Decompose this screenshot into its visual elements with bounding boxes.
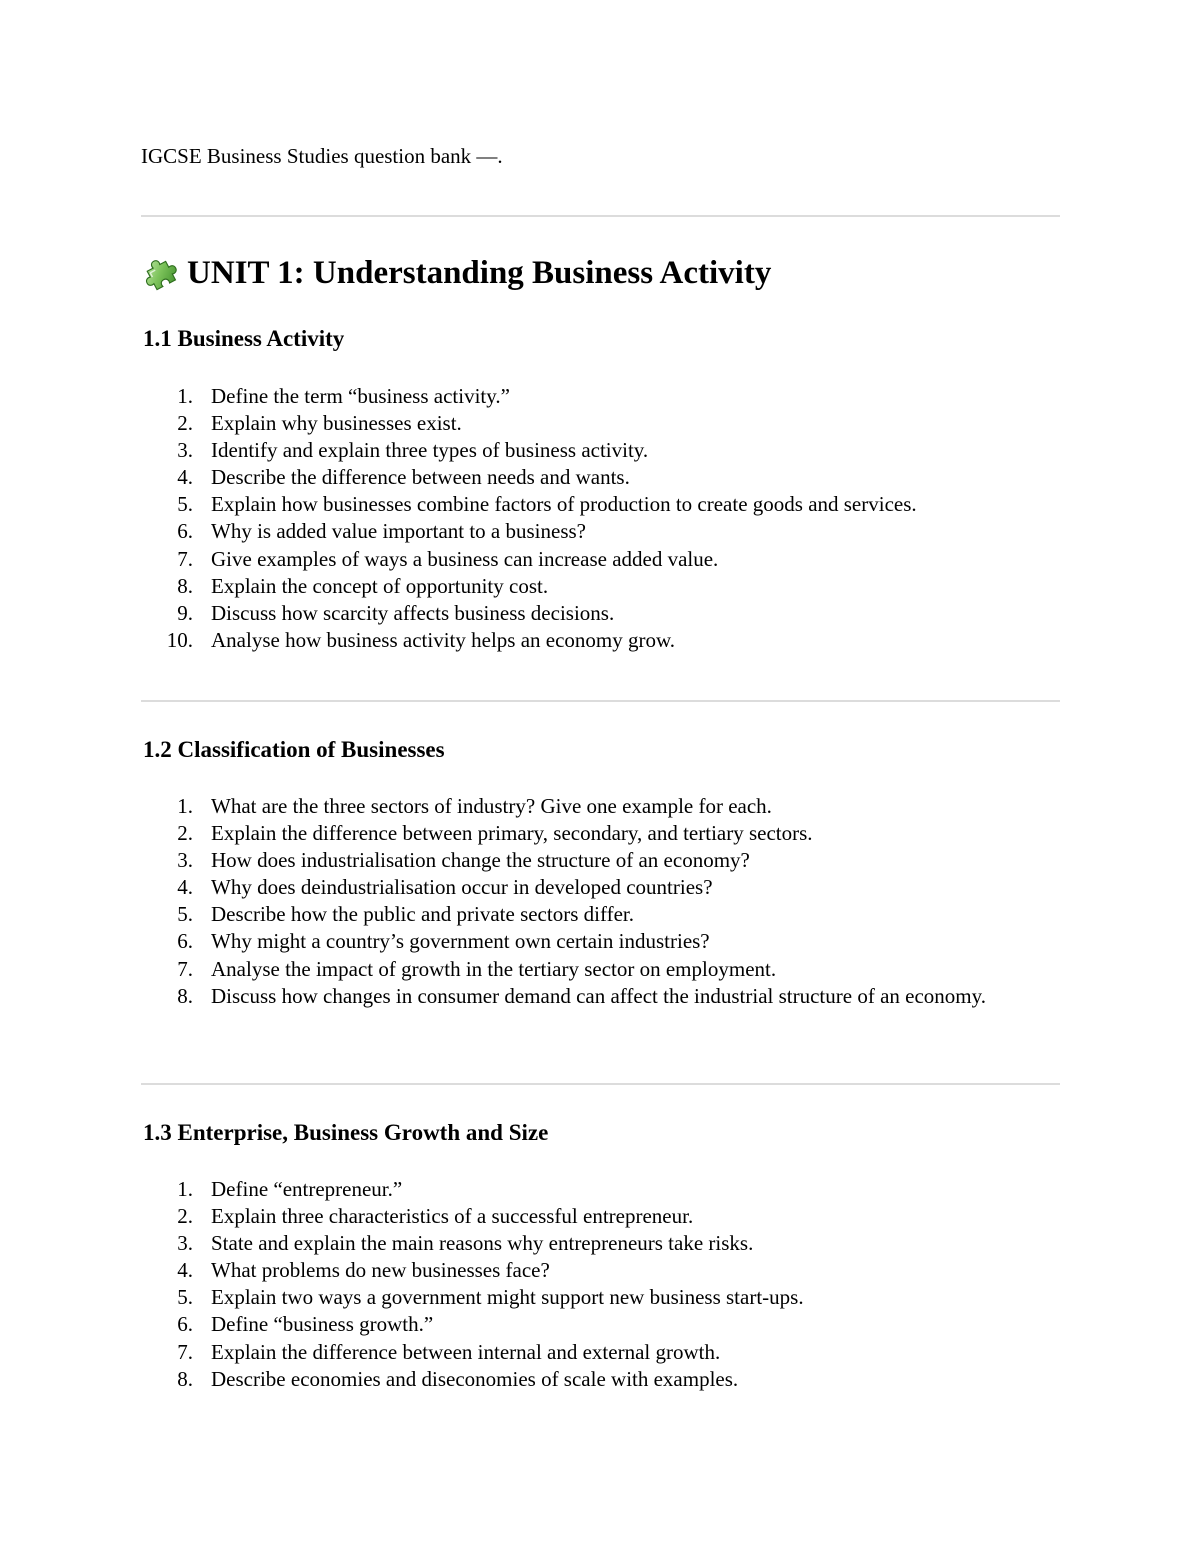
question-list [141,793,1041,1010]
list-item: 2. Explain why businesses exist. [177,411,462,436]
unit-title: UNIT 1: Understanding Business Activity [187,254,772,291]
list-item: 1. Define “entrepreneur.” [177,1177,403,1201]
list-item: 2. Explain the difference between primary, secondary, and tertiary sectors. [177,821,813,846]
list-item: 3. Identify and explain three types of business activity. [177,438,649,463]
list-item: 8. Discuss how changes in consumer demand can affect the industrial structure of an economy. [177,983,987,1008]
puzzle-piece-icon [141,254,179,292]
horizontal-rule [141,1083,1060,1085]
section-heading: 1.3 Enterprise, Business Growth and Size [143,1120,549,1145]
unit-heading [141,251,771,295]
list-item: 4. Describe the difference between needs and wants. [177,465,630,490]
list-item: 4. Why does deindustrialisation occur in developed countries? [177,875,713,900]
list-item: 5. Explain two ways a government might support new business start-ups. [177,1285,804,1310]
list-item: 7. Give examples of ways a business can increase added value. [177,546,719,571]
list-item: 1. Define the term “business activity.” [177,384,510,408]
horizontal-rule [141,215,1060,217]
list-item: 8. Explain the concept of opportunity cost. [177,573,549,598]
list-item: 5. Explain how businesses combine factors of production to create goods and services. [177,492,917,517]
list-item: 7. Explain the difference between internal and external growth. [177,1339,721,1364]
question-list [141,383,1041,654]
list-item: 6. Why is added value important to a business? [177,519,586,544]
list-item: 6. Define “business growth.” [177,1312,434,1337]
list-item: 3. How does industrialisation change the structure of an economy? [177,848,750,873]
section-heading: 1.2 Classification of Businesses [143,737,445,762]
section-heading: 1.1 Business Activity [143,326,345,351]
list-item: 7. Analyse the impact of growth in the tertiary sector on employment. [177,956,777,981]
list-item: 3. State and explain the main reasons why entrepreneurs take risks. [177,1231,754,1256]
list-item: 5. Describe how the public and private sectors differ. [177,902,634,927]
list-item: 1. What are the three sectors of industry? Give one example for each. [177,794,772,818]
list-item: 2. Explain three characteristics of a successful entrepreneur. [177,1204,694,1229]
question-list [141,1176,1041,1393]
list-item: 4. What problems do new businesses face? [177,1258,550,1283]
list-item: 8. Describe economies and diseconomies of scale with examples. [177,1366,739,1391]
horizontal-rule [141,700,1060,702]
list-item: 6. Why might a country’s government own certain industries? [177,929,710,954]
list-item: 9. Discuss how scarcity affects business decisions. [177,600,615,625]
list-item: 10. Analyse how business activity helps an economy grow. [166,627,676,652]
document-title: IGCSE Business Studies question bank —. [141,144,503,168]
